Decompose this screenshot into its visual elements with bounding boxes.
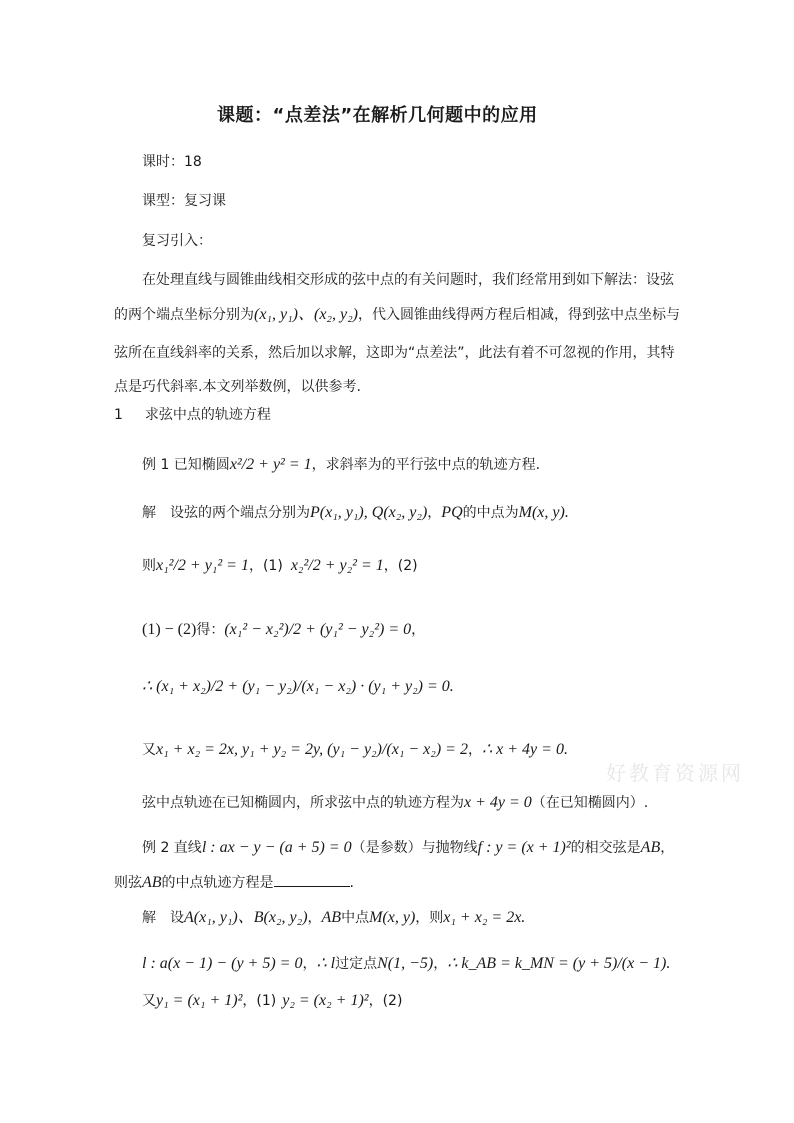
page-title: 课题：“点差法”在解析几何题中的应用: [217, 105, 538, 126]
lesson-type: 课型：复习课: [142, 193, 226, 209]
review-intro-label: 复习引入：: [142, 233, 212, 249]
example-2-question-line-1: 例 2 直线l : ax − y − (a + 5) = 0（是参数）与抛物线f : y = (x + 1)²的相交弦是AB，: [142, 839, 675, 856]
example-1-question: 例 1 已知椭圆x²/2 + y² = 1，求斜率为的平行弦中点的轨迹方程.: [142, 456, 541, 473]
answer-blank: [274, 872, 350, 887]
example-2-solution-line-3: 又y₁ = (x₁ + 1)²，(1) y₂ = (x₂ + 1)²，(2): [142, 992, 403, 1009]
intro-line-1: 在处理直线与圆锥曲线相交形成的弦中点的有关问题时，我们经常用到如下解法：设弦: [142, 272, 674, 288]
intro-line-4: 点是巧代斜率.本文列举数例，以供参考.: [114, 379, 361, 395]
lesson-hours: 课时：18: [142, 154, 202, 170]
example-1-solution-line-4: ∴ (x₁ + x₂)/2 + (y₁ − y₂)/(x₁ − x₂) · (y₁ + y₂) = 0.: [142, 678, 454, 695]
example-2-solution-line-1: 解 设A(x₁, y₁)、B(x₂, y₂)，AB中点M(x, y)，则x₁ + x₂ = 2x.: [142, 909, 526, 926]
intro-line-3: 弦所在直线斜率的关系，然后加以求解，这即为“点差法”，此法有着不可忽视的作用，其特: [114, 345, 675, 361]
example-1-solution-line-5: 又x₁ + x₂ = 2x, y₁ + y₂ = 2y, (y₁ − y₂)/(x₁ − x₂) = 2，∴ x + 4y = 0.: [142, 741, 568, 758]
example-1-solution-line-2: 则x₁²/2 + y₁² = 1，(1) x₂²/2 + y₂² = 1，(2): [142, 557, 418, 574]
example-2-question-line-2: 则弦AB的中点轨迹方程是 .: [114, 874, 354, 891]
section-heading: 1 求弦中点的轨迹方程: [114, 407, 271, 423]
example-1-conclusion: 弦中点轨迹在已知椭圆内，所求弦中点的轨迹方程为x + 4y = 0（在已知椭圆内）.: [142, 794, 649, 811]
watermark: 好教育资源网: [606, 761, 744, 785]
example-1-solution-line-3: (1) − (2)得：(x₁² − x₂²)/2 + (y₁² − y₂²) = 0，: [142, 621, 426, 638]
example-1-solution-line-1: 解 设弦的两个端点分别为P(x₁, y₁), Q(x₂, y₂)，PQ的中点为M(x, y).: [142, 504, 569, 521]
example-2-solution-line-2: l : a(x − 1) − (y + 5) = 0，∴ l过定点N(1, −5)，∴ k_AB = k_MN = (y + 5)/(x − 1).: [142, 955, 671, 972]
intro-line-2: 的两个端点坐标分别为(x₁, y₁)、(x₂, y₂)，代入圆锥曲线得两方程后相减，得到弦中点坐标与: [114, 306, 680, 323]
